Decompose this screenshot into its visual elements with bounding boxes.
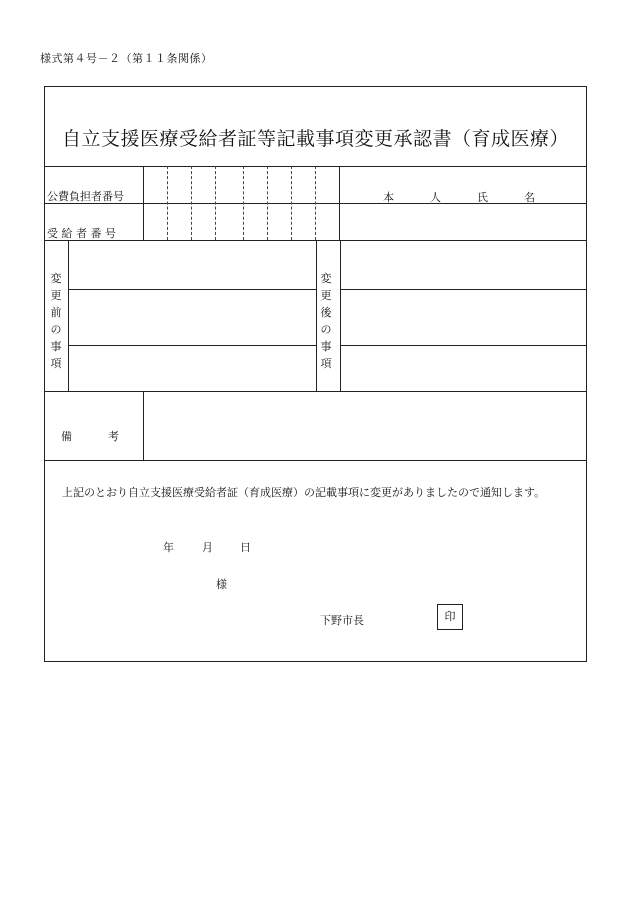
form-number: 様式第４号－２（第１１条関係） (40, 52, 213, 65)
label-char: 前 (50, 306, 62, 319)
label-char: 変 (320, 272, 332, 285)
digit-box-divider (191, 166, 192, 240)
label-char: 更 (50, 289, 62, 302)
after-change-label (319, 270, 333, 372)
rule-before-row-2 (68, 345, 316, 346)
before-change-label (49, 270, 63, 372)
label-char: 項 (320, 357, 332, 370)
addressee-suffix: 様 (216, 578, 227, 591)
rule-after-label-divider (340, 240, 341, 391)
label-char: 後 (320, 306, 332, 319)
rule-below-remarks (44, 460, 587, 461)
digit-box-divider (167, 166, 168, 240)
label-char: 事 (320, 340, 332, 353)
label-char: 更 (320, 289, 332, 302)
rule-middle-divider (316, 240, 317, 391)
name-header-char: 氏 (477, 191, 488, 204)
rule-after-row-2 (340, 345, 587, 346)
name-header-char: 名 (524, 191, 535, 204)
remarks-label-char: 備 (61, 430, 72, 443)
rule-remarks-divider (143, 391, 144, 460)
rule-before-row-1 (68, 289, 316, 290)
label-char: の (50, 323, 62, 336)
rule-before-label-divider (68, 240, 69, 391)
rule-after-row-1 (340, 289, 587, 290)
date-day-label: 日 (240, 541, 251, 554)
label-char: 項 (50, 357, 62, 370)
name-header-char: 本 (383, 191, 394, 204)
digit-box-divider (315, 166, 316, 240)
seal-box: 印 (437, 604, 463, 630)
rule-above-remarks (44, 391, 587, 392)
issuer-name: 下野市長 (320, 614, 364, 627)
notice-text: 上記のとおり自立支援医療受給者証（育成医療）の記載事項に変更がありましたので通知します。 (62, 486, 546, 499)
rule-name-divider (339, 166, 340, 240)
recipient-number-label: 受 給 者 番 号 (47, 227, 116, 240)
digit-box-divider (215, 166, 216, 240)
name-header-char: 人 (430, 191, 441, 204)
label-char: 事 (50, 340, 62, 353)
public-payer-number-label: 公費負担者番号 (47, 190, 124, 203)
date-month-label: 月 (202, 541, 213, 554)
form-title: 自立支援医療受給者証等記載事項変更承認書（育成医療） (61, 128, 569, 150)
digit-box-divider (291, 166, 292, 240)
digit-box-divider (243, 166, 244, 240)
rule-number-label-divider (143, 166, 144, 240)
date-year-label: 年 (163, 541, 174, 554)
label-char: 変 (50, 272, 62, 285)
digit-box-divider (267, 166, 268, 240)
label-char: の (320, 323, 332, 336)
remarks-label-char: 考 (108, 430, 119, 443)
